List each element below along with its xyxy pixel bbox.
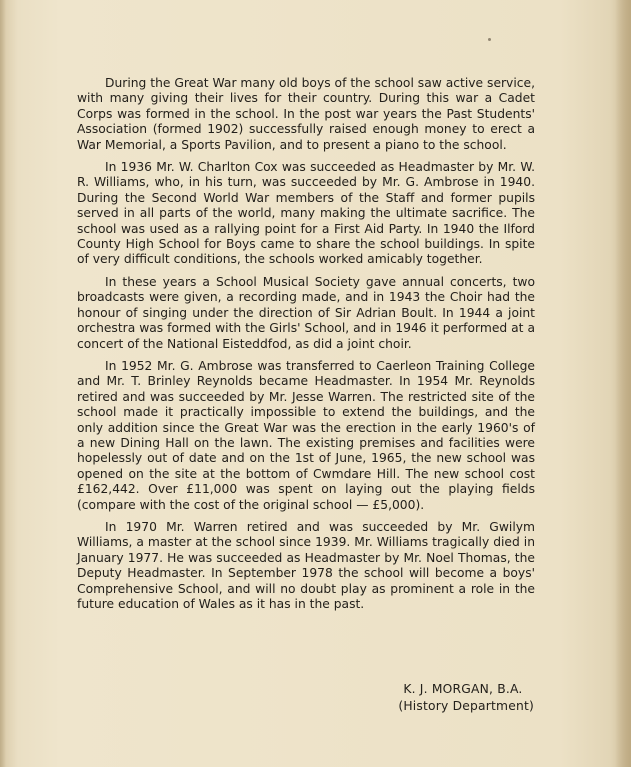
paragraph-musical-society: In these years a School Musical Society gave annual concerts, two broadcasts were given, a recording made, and in 1943 the Choir had the honour of singing under the direction of Sir Adrian Boult. In 1944 a joint orchestra was formed with the Girls' School, and in 1946 it performed at a concert of the National Eisteddfod, as did a joint choir.: [77, 274, 535, 351]
paragraph-new-school: In 1952 Mr. G. Ambrose was transferred to Caerleon Training College and Mr. T. Brinley Reynolds became Headmaster. In 1954 Mr. Reynolds retired and was succeeded by Mr. Jesse Warren. The restricted site of the school made it practically impossible to extend the buildings, and the only addition since the Great War was the erection in the early 1960's of a new Dining Hall on the lawn. The existing premises and facilities were hopelessly out of date and on the 1st of June, 1965, the new school was opened on the site at the bottom of Cwmdare Hill. The new school cost £162,442. Over £11,000 was spent on laying out the playing fields (compare with the cost of the original school — £5,000).: [77, 358, 535, 512]
author-name: K. J. MORGAN, B.A.: [403, 682, 523, 696]
paragraph-comprehensive: In 1970 Mr. Warren retired and was succeeded by Mr. Gwilym Williams, a master at the school since 1939. Mr. Williams tragically died in January 1977. He was succeeded as Headmaster by Mr. Noel Thomas, the Deputy Headmaster. In September 1978 the school will become a boys' Comprehensive School, and will no doubt play as prominent a role in the future education of Wales as it has in the past.: [77, 519, 535, 611]
page-edge-shadow: [615, 0, 631, 767]
page-gutter-shadow: [0, 0, 6, 767]
paper-speck: [488, 38, 491, 41]
article-body: [77, 76, 535, 619]
paragraph-great-war: During the Great War many old boys of the school saw active service, with many giving their lives for their country. During this war a Cadet Corps was formed in the school. In the post war years the Past Students' Association (formed 1902) successfully raised enough money to erect a War Memorial, a Sports Pavilion, and to present a piano to the school.: [77, 76, 535, 152]
author-signature: [398, 681, 534, 715]
author-department: (History Department): [398, 699, 534, 713]
paragraph-headmasters-1936: In 1936 Mr. W. Charlton Cox was succeeded as Headmaster by Mr. W. R. Williams, who, in his turn, was succeeded by Mr. G. Ambrose in 1940. During the Second World War members of the Staff and former pupils served in all parts of the world, many making the ultimate sacrifice. The school was used as a rallying point for a First Aid Party. In 1940 the Ilford County High School for Boys came to share the school buildings. In spite of very difficult conditions, the schools worked amicably together.: [77, 160, 535, 267]
